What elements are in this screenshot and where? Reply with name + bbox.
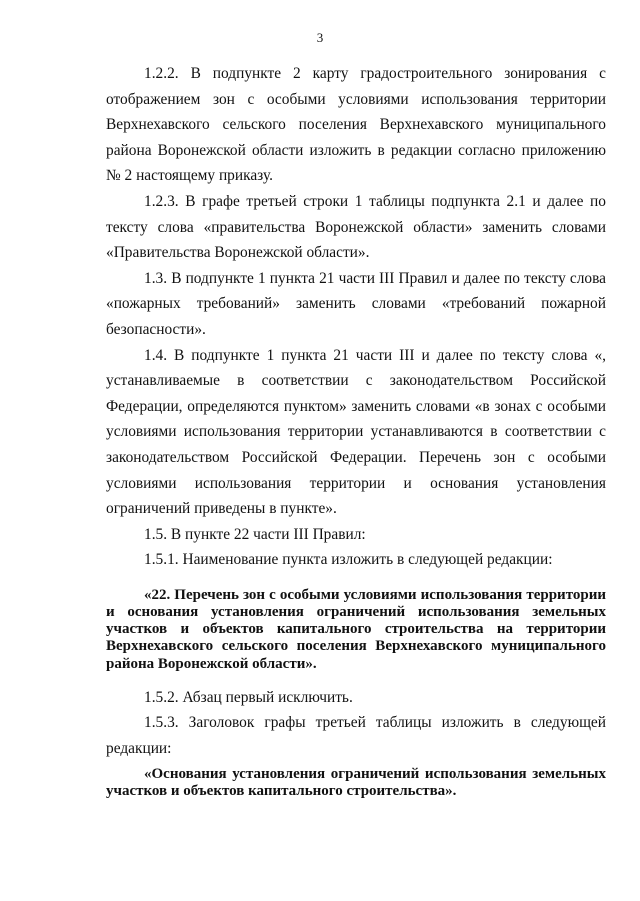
- paragraph-1-5: 1.5. В пункте 22 части III Правил:: [144, 525, 366, 543]
- paragraph-1-4: 1.4. В подпункте 1 пункта 21 части III и далее по тексту слова «, устанавливаемые в соответствии с законодательством Российской Федерации, определяются пунктом» заменить словами «в зонах с особыми условиями использования территории устанавливаются в соответствии с законодательством Российской Федерации. Перечень зон с особыми условиями использования территории и основания установления ограничений приведены в пункте».: [106, 346, 606, 518]
- bold-quote-column-header: «Основания установления ограничений использования земельных участков и объектов капитального строительства».: [106, 765, 606, 799]
- page-number: 3: [316, 30, 324, 45]
- bold-quote-section-22: «22. Перечень зон с особыми условиями использования территории и основания установления ограничений использования земельных участков и объектов капитального строительства на территории Верхнехавского сельского поселения Верхнехавского муниципального района Воронежской области».: [106, 586, 606, 672]
- paragraph-1-2-2: 1.2.2. В подпункте 2 карту градостроительного зонирования с отображением зон с особыми условиями использования территории Верхнехавского сельского поселения Верхнехавского муниципального района Воронежской области изложить в редакции согласно приложению № 2 настоящему приказу.: [106, 65, 606, 185]
- paragraph-1-5-2: 1.5.2. Абзац первый исключить.: [144, 688, 353, 706]
- paragraph-1-5-3: 1.5.3. Заголовок графы третьей таблицы изложить в следующей редакции:: [106, 714, 606, 758]
- paragraph-1-2-3: 1.2.3. В графе третьей строки 1 таблицы подпункта 2.1 и далее по тексту слова «правительства Воронежской области» заменить словами «Правительства Воронежской области».: [106, 192, 606, 262]
- paragraph-1-3: 1.3. В подпункте 1 пункта 21 части III Правил и далее по тексту слова «пожарных требований» заменить словами «требований пожарной безопасности».: [106, 269, 606, 338]
- paragraph-1-5-1: 1.5.1. Наименование пункта изложить в следующей редакции:: [144, 551, 553, 569]
- document-body: [106, 61, 606, 800]
